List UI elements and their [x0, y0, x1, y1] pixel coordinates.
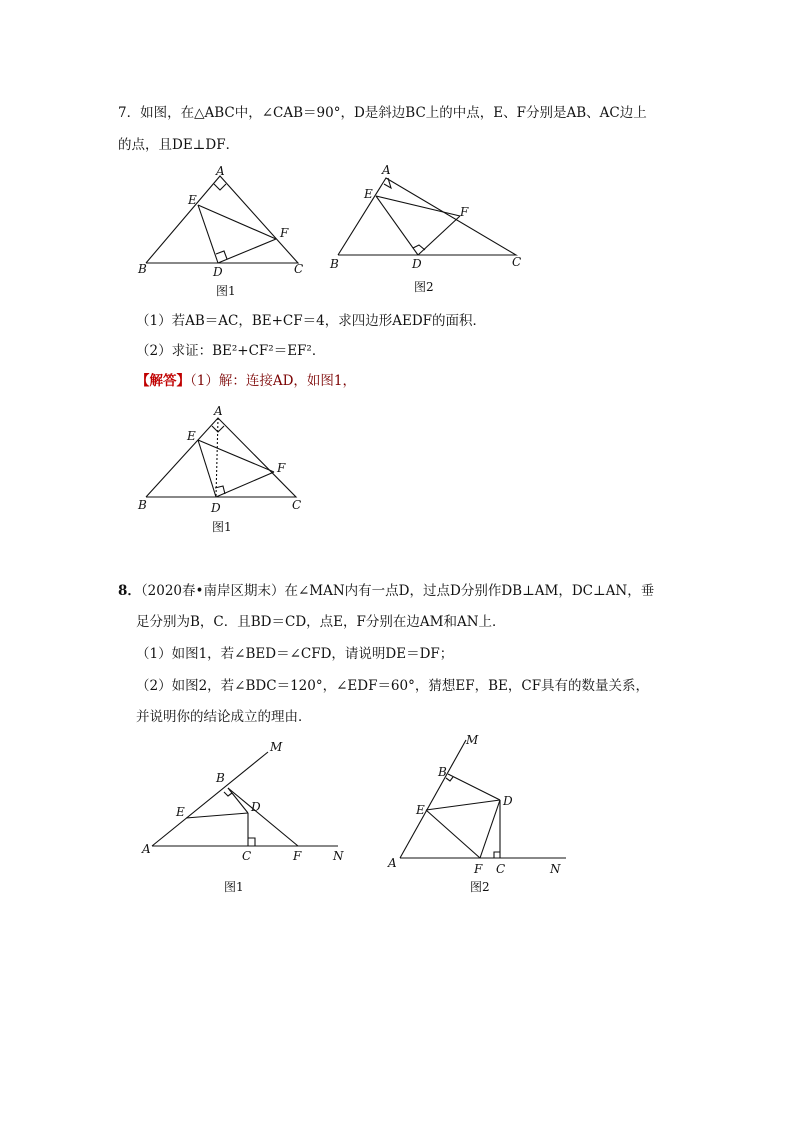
label-M: M	[270, 740, 283, 754]
label-D: D	[213, 265, 223, 279]
q8-number: 8．	[118, 583, 141, 599]
q8-line1	[118, 582, 654, 600]
label-N: N	[333, 849, 344, 863]
label-N: N	[550, 862, 561, 876]
label-D: D	[503, 794, 513, 808]
answer-tag: 【解答】	[136, 373, 190, 389]
answer-text: （1）解：连接AD，如图1，	[190, 373, 357, 389]
label-C: C	[292, 498, 302, 512]
label-E: E	[176, 805, 185, 819]
label-E: E	[188, 193, 197, 207]
answer-line	[136, 372, 356, 390]
label-D: D	[251, 800, 261, 814]
figure-caption: 图1	[224, 880, 244, 894]
figure-caption: 图1	[212, 520, 232, 534]
figure-caption: 图1	[216, 284, 236, 298]
label-A: A	[388, 856, 397, 870]
label-C: C	[294, 262, 304, 276]
q8-line5: 并说明你的结论成立的理由．	[136, 709, 312, 725]
q7-figure-1	[130, 160, 320, 300]
label-E: E	[416, 803, 425, 817]
label-D: D	[412, 257, 422, 271]
label-C: C	[496, 862, 506, 876]
label-B: B	[216, 771, 225, 785]
q8-part2: （2）如图2，若∠BDC＝120°，∠EDF＝60°，猜想EF，BE，CF具有的数量关系，	[136, 678, 650, 694]
figure-caption: 图2	[414, 280, 434, 294]
label-F: F	[474, 862, 483, 876]
label-A: A	[142, 842, 151, 856]
label-B: B	[138, 498, 147, 512]
q8-figure-2	[386, 730, 576, 898]
label-D: D	[211, 501, 221, 515]
figure-caption: 图2	[470, 880, 490, 894]
q7-part2: （2）求证：BE²+CF²＝EF²．	[136, 343, 326, 359]
label-F: F	[280, 226, 289, 240]
label-M: M	[466, 733, 479, 747]
q8-figure-1	[138, 736, 360, 896]
label-B: B	[438, 765, 447, 779]
label-E: E	[364, 187, 373, 201]
label-B: B	[330, 257, 339, 271]
label-F: F	[460, 205, 469, 219]
label-A: A	[382, 163, 391, 177]
label-A: A	[216, 164, 225, 178]
label-B: B	[138, 262, 147, 276]
label-C: C	[512, 255, 522, 269]
q7-part1: （1）若AB＝AC，BE+CF＝4，求四边形AEDF的面积．	[136, 313, 487, 329]
q8-line2: 足分别为B，C．且BD＝CD，点E，F分别在边AM和AN上．	[136, 614, 506, 630]
q7-line1: 7．如图，在△ABC中，∠CAB＝90°，D是斜边BC上的中点，E、F分别是AB、AC边上	[118, 105, 647, 121]
label-E: E	[187, 429, 196, 443]
q8-part1: （1）如图1，若∠BED＝∠CFD，请说明DE＝DF；	[136, 646, 454, 662]
q7-answer-figure	[130, 400, 320, 540]
q8-line1-text: （2020春•南岸区期末）在∠MAN内有一点D，过点D分别作DB⊥AM，DC⊥AN，垂	[140, 583, 655, 599]
q7-line2: 的点，且DE⊥DF．	[118, 137, 240, 153]
label-F: F	[293, 849, 302, 863]
label-F: F	[277, 461, 286, 475]
label-A: A	[214, 404, 223, 418]
q7-figure-2	[326, 158, 526, 300]
label-C: C	[242, 849, 252, 863]
